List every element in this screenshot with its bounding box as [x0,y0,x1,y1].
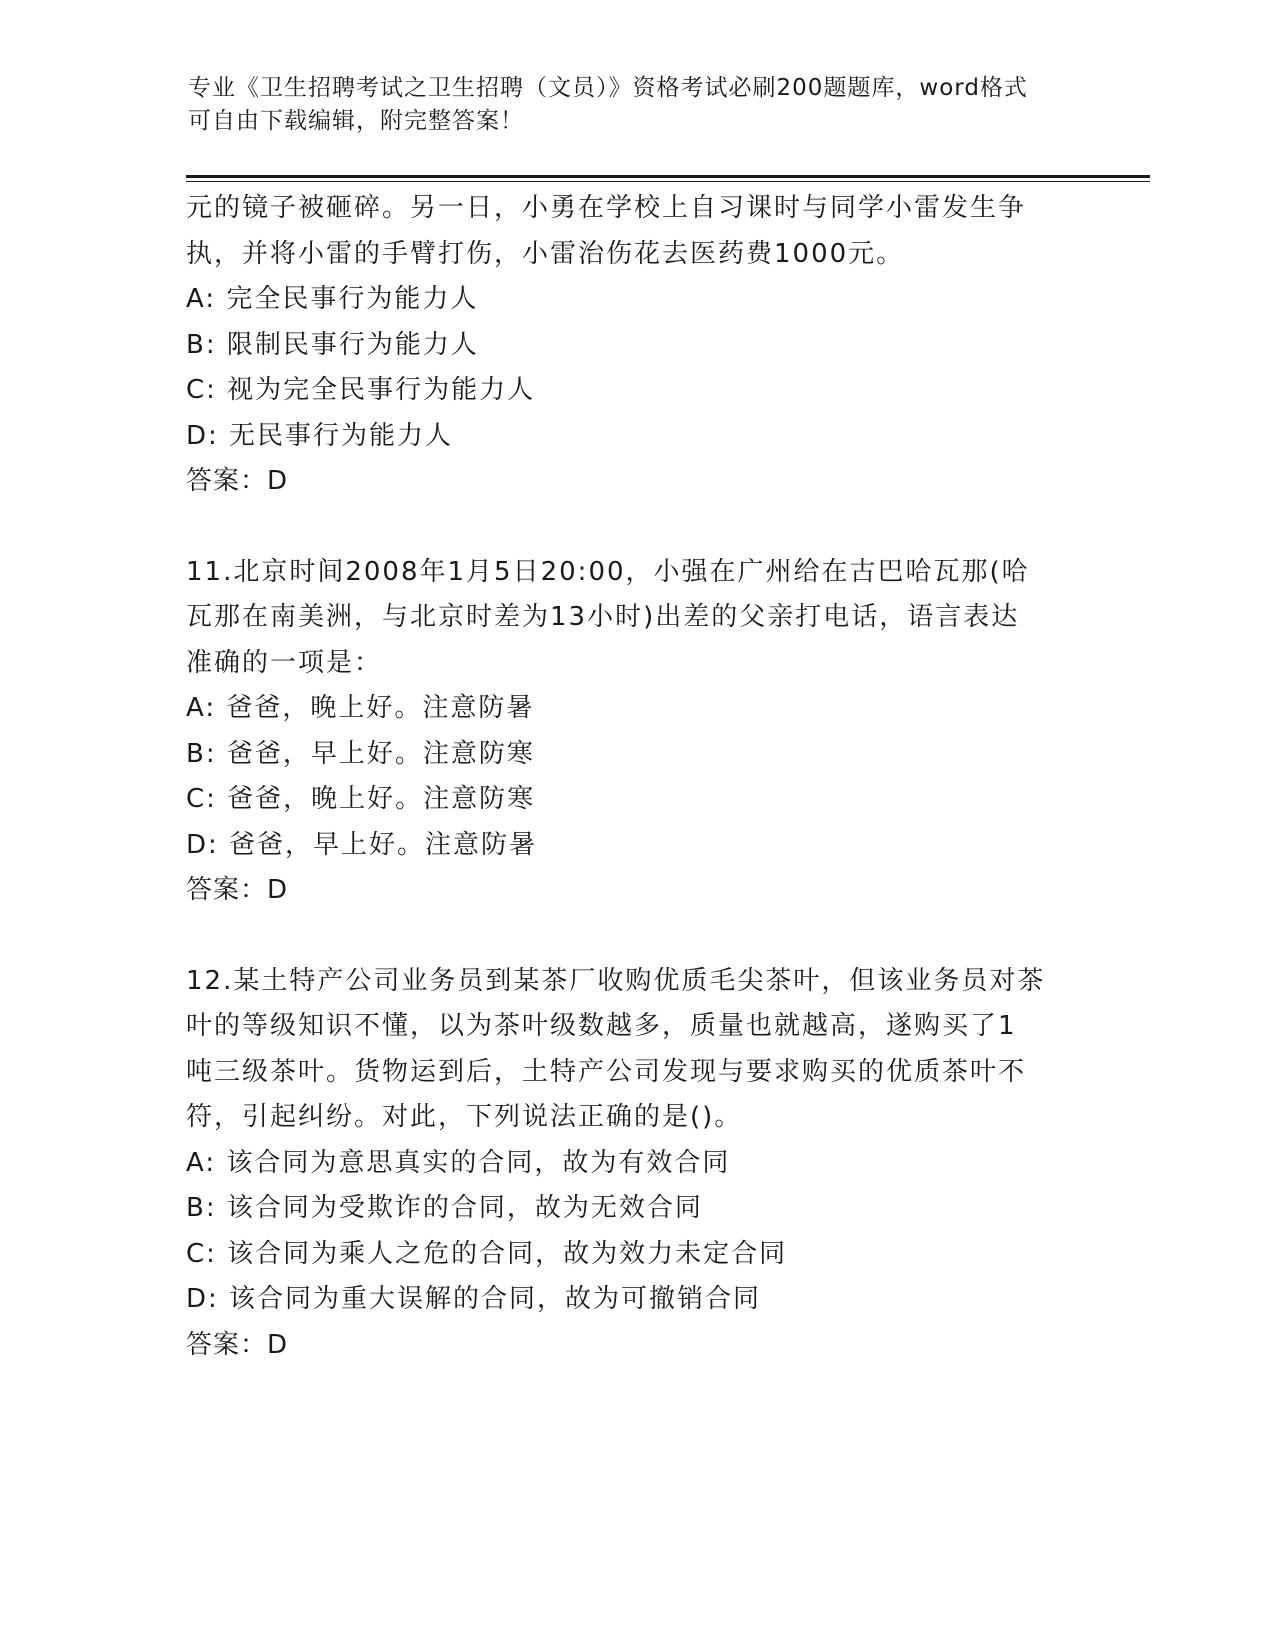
spacer [186,505,1086,550]
question-stem-line: 符，引起纠纷。对此，下列说法正确的是()。 [186,1102,743,1132]
option-d: D: 爸爸，早上好。注意防暑 [186,829,538,860]
option-a: A: 该合同为意思真实的合同，故为有效合同 [186,1147,731,1178]
question-stem-line: 吨三级茶叶。货物运到后，土特产公司发现与要求购买的优质茶叶不 [186,1056,1027,1087]
spacer [186,914,1086,959]
option-d: D: 该合同为重大误解的合同，故为可撤销合同 [186,1284,762,1314]
question-10 [186,186,1086,505]
header-title-line-2: 可自由下载编辑，附完整答案！ [188,108,524,134]
question-stem-line: 瓦那在南美洲，与北京时差为13小时)出差的父亲打电话，语言表达 [186,602,1020,632]
question-12 [186,959,1086,1369]
option-b: B: 爸爸，早上好。注意防寒 [186,738,535,769]
header-divider [186,175,1150,178]
question-stem-line: 执，并将小雷的手臂打伤，小雷治伤花去医药费1000元。 [186,238,905,269]
question-stem-line: 叶的等级知识不懂，以为茶叶级数越多，质量也就越高，遂购买了1 [186,1011,1017,1041]
option-c: C: 视为完全民事行为能力人 [186,375,536,405]
option-c: C: 该合同为乘人之危的合同，故为效力未定合同 [186,1238,788,1269]
option-a: A: 完全民事行为能力人 [186,284,479,314]
question-stem-line: 元的镜子被砸碎。另一日，小勇在学校上自习课时与同学小雷发生争 [186,193,1027,223]
option-c: C: 爸爸，晚上好。注意防寒 [186,784,536,814]
option-a: A: 爸爸，晚上好。注意防暑 [186,693,535,723]
header-divider-thin [186,181,1150,182]
answer-line: 答案：D [186,1329,289,1360]
question-stem-line: 12.某土特产公司业务员到某茶厂收购优质毛尖茶叶，但该业务员对茶 [186,965,1046,996]
option-b: B: 限制民事行为能力人 [186,329,479,360]
document-header [188,72,1068,138]
answer-line: 答案：D [186,875,289,905]
answer-line: 答案：D [186,466,289,496]
header-title-line-1: 专业《卫生招聘考试之卫生招聘（文员）》资格考试必刷200题题库，word格式 [188,75,1028,101]
option-b: B: 该合同为受欺诈的合同，故为无效合同 [186,1193,703,1223]
question-11 [186,550,1086,914]
option-d: D: 无民事行为能力人 [186,420,454,451]
document-body [186,186,1086,1368]
question-stem-line: 11.北京时间2008年1月5日20:00，小强在广州给在古巴哈瓦那(哈 [186,556,1030,587]
question-stem-line: 准确的一项是： [186,647,383,678]
